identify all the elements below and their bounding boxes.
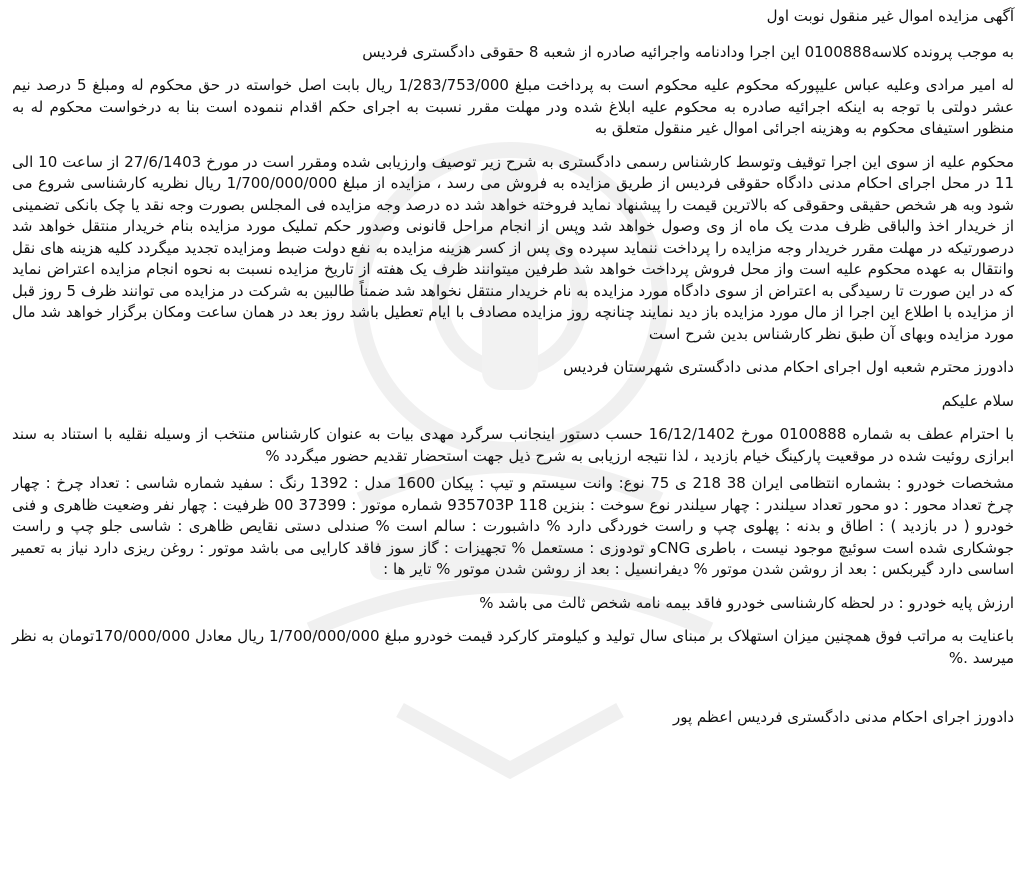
greeting-line: سلام علیکم bbox=[941, 391, 1014, 410]
paragraph-expert-reference: با احترام عطف به شماره 0100888 مورخ 16/12/1402 حسب دستور اینجانب سرگرد مهدی بیات به عنوان کارشناس منتخب از وسیله نقلیه با استناد به سند ابرازی روئیت شده در موقعیت پارکینگ خیام بازدید ، لذا نتیجه ارزیابی به شرح ذیل جهت استحضار تقدیم حضور میگردد % bbox=[12, 425, 1014, 465]
paragraph-valuation: باعنایت به مراتب فوق همچنین میزان استهلاک بر مبنای سال تولید و کیلومتر کارکرد قیمت خودرو مبلغ 1/700/000/000 ریال معادل 170/000/000تومان به نظر میرسد .% bbox=[12, 627, 1014, 667]
notice-heading: به موجب پرونده کلاسه0100888 این اجرا ودادنامه واجرائیه صادره از شعبه 8 حقوقی دادگستری فردیس bbox=[362, 42, 1014, 61]
paragraph-debt: له امیر مرادی وعلیه عباس علیپورکه محکوم علیه محکوم است به پرداخت مبلغ 1/283/753/000 ریال بابت اصل خواسته در حق محکوم له ومبلغ 5 درصد نیم عشر دولتی با توجه به اینکه اجرائیه صادره به محکوم علیه ابلاغ شده ودر مهلت مقرر نسبت به اجرای حکم اقدام ننموده است بنا به درخواست محکوم له به منظور استیفای محکوم به وهزینه اجرائی اموال غیر منقول متعلق به bbox=[12, 76, 1015, 137]
notice-title: آگهی مزایده اموال غیر منقول نوبت اول bbox=[766, 7, 1014, 25]
addressee-line: دادورز محترم شعبه اول اجرای احکام مدنی دادگستری شهرستان فردیس bbox=[563, 358, 1014, 376]
paragraph-vehicle-specs: مشخصات خودرو : بشماره انتظامی ایران 38 218 ی 75 نوع: وانت سیستم و تیپ : پیکان 1600 مدل : 1392 رنگ : سفید شماره شاسی : تعداد چرخ : چهار چرخ تعداد محور : دو محور تعداد سیلندر : چهار سیلندر نوع سوخت : بنزین 118 935703P شماره موتور : 37399 00 ظرفیت : چهار نفر وضعیت ظاهری و فنی خودرو ( در بازدید ) : اطاق و بدنه : پهلوی چپ و راست خوردگی دارد % داشبورت : سالم است % صندلی دستی نقایص ظاهری : شاسی جلو چپ و راست جوشکاری شده است سوئیچ موجود نیست ، باطری CNGو تودوزی : مستعمل % تجهیزات : گاز سوز فاقد کارایی می باشد موتور : روغن ریزی دارد نیاز به تعمیر اساسی دارد گیربکس : بعد از روشن شدن موتور % دیفرانسیل : بعد از روشن شدن موتور % تایر ها : bbox=[12, 474, 1014, 578]
paragraph-auction-terms: محکوم علیه از سوی این اجرا توقیف وتوسط کارشناس رسمی دادگستری به شرح زیر توصیف وارزیابی شده ومقرر است در مورخ 27/6/1403 از ساعت 10 الی 11 در محل اجرای احکام مدنی دادگاه حقوقی فردیس از طریق مزایده به فروش می رسد ، مزایده از مبلغ 1/700/000/000 ریال نظریه کارشناسی شروع می شود وبه هر شخص حقیقی وحقوقی که بالاترین قیمت را پیشنهاد نماید فروخته خواهد شد ده درصد وجه مزایده فی المجلس بصورت وجه نقد یا چک بانکی تضمینی از خریدار اخذ والباقی ظرف مدت یک ماه از وی وصول خواهد شد وپس از انجام مراحل قانونی وصدور حکم تملیک مورد مزایده بنام خریدار منتقل خواهد شد درصورتیکه در مهلت مقرر خریدار وجه مزایده را پرداخت ننماید سپرده وی پس از کسر هزینه مزایده به نفع دولت ضبط ومزایده تجدید میگردد کلیه هزینه های نقل وانتقال به عهده محکوم علیه است واز محل فروش پرداخت خواهد شد طرفین میتوانند ظرف یک هفته از تاریخ مزایده نسبت به نحوه انجام مزایده اعتراض نماید که در این صورت تا رسیدگی به اعتراض از سوی دادگاه مورد مزایده به نام خریدار منتقل نخواهد شد ضمناً طالبین به شرکت در مزایده می توانند ظرف 5 روز قبل از مزایده با اطلاع این اجرا از مال مورد مزایده باز دید نمایند چنانچه روز مزایده مصادف با ایام تعطیل باشد روز بعد در همان ساعت ومکان برگزار خواهد شد مال مورد مزایده وبهای آن طبق نظر کارشناس بدین شرح است bbox=[12, 152, 1015, 343]
signature-line: دادورز اجرای احکام مدنی دادگستری فردیس اعظم پور bbox=[672, 708, 1014, 726]
paragraph-base-value: ارزش پایه خودرو : در لحظه کارشناسی خودرو فاقد بیمه نامه شخص ثالث می باشد % bbox=[479, 593, 1014, 612]
